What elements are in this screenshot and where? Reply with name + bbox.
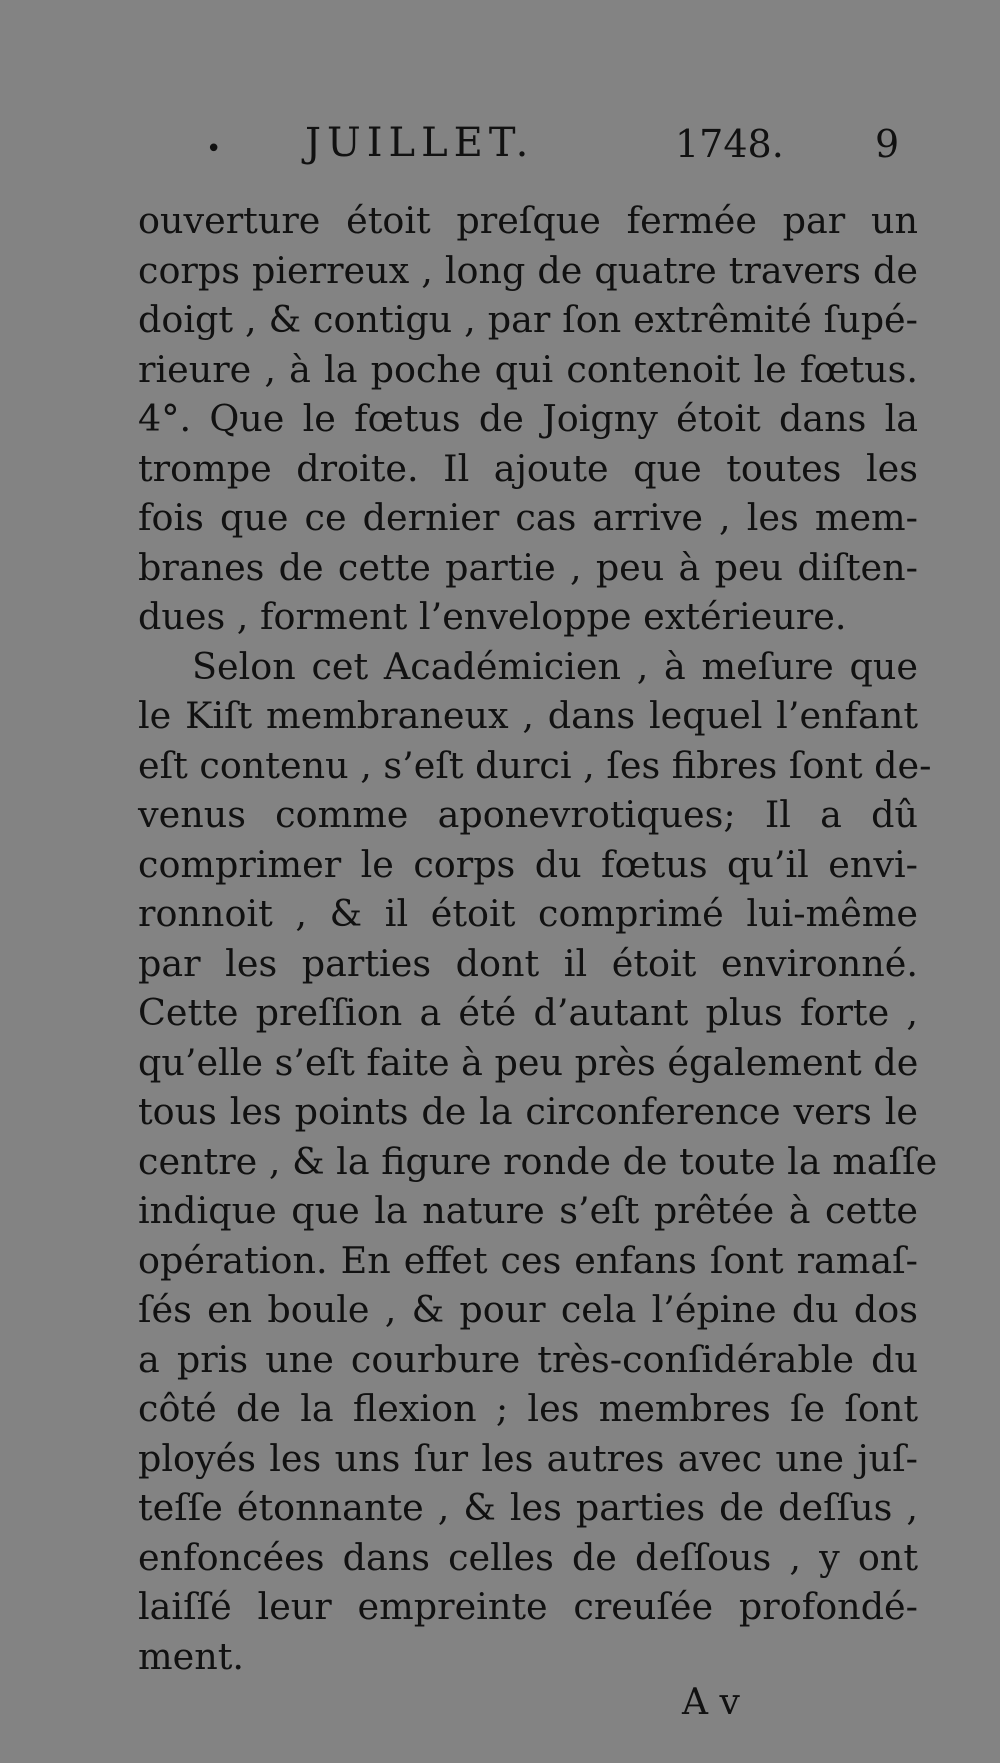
text-line: corps pierreux , long de quatre travers de [138, 248, 918, 292]
text-line: centre , & la figure ronde de toute la maſſe [138, 1139, 938, 1183]
paragraph-end-line: dues , forment l’enveloppe extérieure. [138, 595, 847, 638]
text-line: qu’elle s’eſt faite à peu près également de [138, 1040, 919, 1084]
text-line: fois que ce dernier cas arrive , les mem- [138, 496, 918, 539]
text-line: ployés les uns ſur les autres avec une juſ- [138, 1436, 918, 1480]
body-text [138, 196, 938, 1681]
text-line: teſſe étonnante , & les parties de deſſus , [138, 1486, 918, 1529]
text-line: ouverture étoit preſque fermée par un [138, 199, 918, 242]
text-line: comprimer le corps du fœtus qu’il envi- [138, 842, 918, 886]
text-line: 4°. Que le fœtus de Joigny étoit dans la [138, 397, 918, 440]
text-line: enfoncées dans celles de deſſous , y ont [138, 1535, 918, 1579]
text-line: trompe droite. Il ajoute que toutes les [138, 446, 918, 490]
page-number: 9 [875, 122, 900, 166]
text-line: par les parties dont il étoit environné. [138, 941, 918, 985]
paragraph-start-line: Selon cet Académicien , à meſure que [192, 644, 918, 688]
header-mark: • [206, 134, 222, 164]
text-line: rieure , à la poche qui contenoit le fœtus. [138, 347, 918, 391]
text-line: doigt , & contigu , par ſon extrêmité ſupé- [138, 298, 918, 341]
text-line: le Kiſt membraneux , dans lequel l’enfant [138, 694, 918, 737]
text-line: eſt contenu , s’eſt durci , ſes fibres ſont de- [138, 743, 932, 787]
text-line: ronnoit , & il étoit comprimé lui-même [138, 892, 918, 935]
text-line: tous les points de la circonference vers le [138, 1090, 918, 1133]
paragraph-end-line: ment. [138, 1634, 244, 1678]
text-line: indique que la nature s’eſt prêtée à cette [138, 1189, 918, 1232]
text-line: Cette preſſion a été d’autant plus forte , [138, 991, 918, 1034]
text-line: venus comme aponevrotiques; Il a dû [138, 793, 918, 836]
header-month: JUILLET. [305, 120, 535, 166]
text-line: ſés en boule , & pour cela l’épine du dos [138, 1288, 918, 1331]
text-line: laiſſé leur empreinte creuſée profondé- [138, 1585, 918, 1628]
header-year: 1748. [675, 122, 784, 166]
text-line: branes de cette partie , peu à peu diſten- [138, 545, 918, 589]
text-line: a pris une courbure très-conſidérable du [138, 1337, 918, 1381]
running-head [140, 120, 920, 180]
text-line: côté de la flexion ; les membres ſe ſont [138, 1387, 918, 1430]
text-line: opération. En effet ces enfans ſont ramaſ- [138, 1238, 918, 1282]
signature-mark: A v [682, 1682, 740, 1723]
